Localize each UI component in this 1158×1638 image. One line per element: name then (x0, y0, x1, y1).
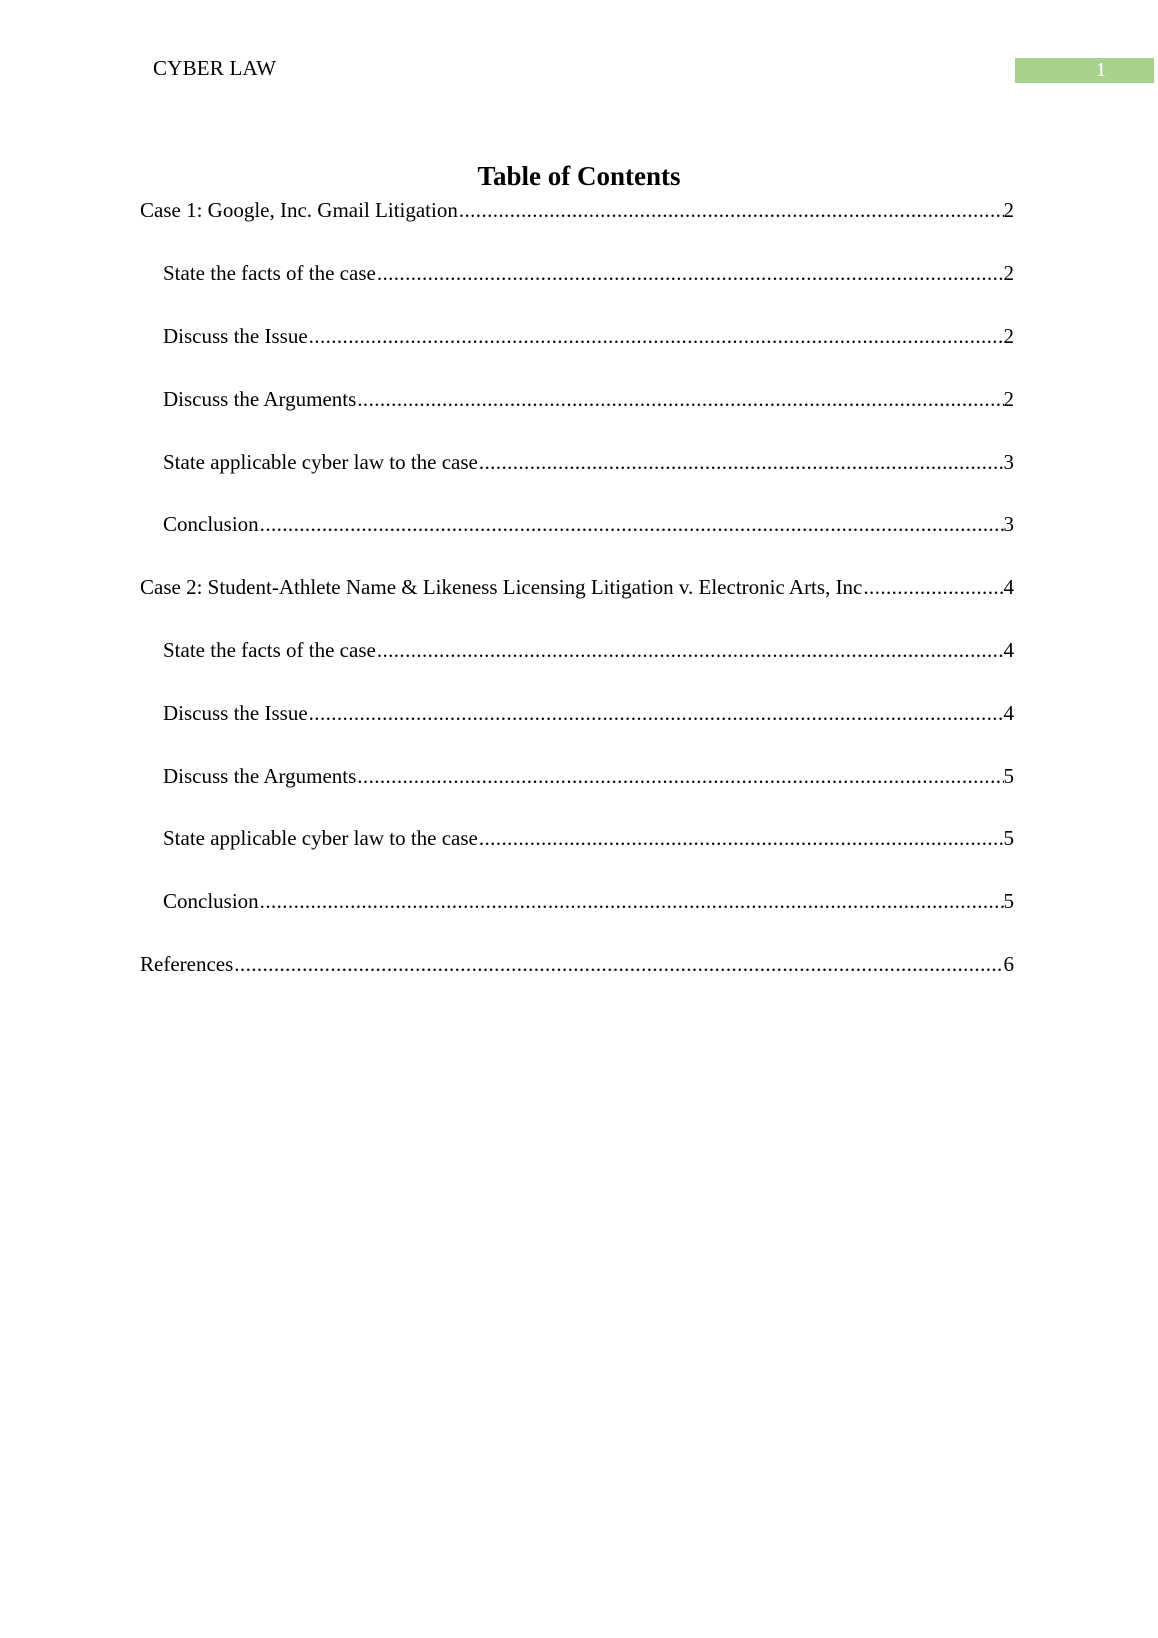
toc-leader-dots (260, 887, 1004, 915)
toc-entry-label: Case 1: Google, Inc. Gmail Litigation (140, 198, 458, 222)
toc-entry[interactable] (163, 887, 1014, 915)
toc-leader-dots (309, 699, 1004, 727)
running-head: CYBER LAW (153, 56, 277, 80)
toc-entry[interactable] (140, 950, 1014, 978)
toc-entry-label: State applicable cyber law to the case (163, 826, 478, 850)
toc-entry[interactable] (163, 322, 1014, 350)
toc-entry-page: 4 (1003, 638, 1014, 662)
toc-entry-page: 4 (1003, 701, 1014, 725)
toc-leader-dots (377, 259, 1004, 287)
toc-entry-label: Discuss the Issue (163, 701, 308, 725)
toc-entry-label: Discuss the Arguments (163, 764, 357, 788)
toc-leader-dots (357, 385, 1003, 413)
toc-entry-page: 2 (1003, 324, 1014, 348)
toc-entry-label: Discuss the Arguments (163, 387, 357, 411)
toc-entry-label: Case 2: Student-Athlete Name & Likeness Licensing Litigation v. Electronic Arts, Inc (140, 575, 863, 599)
toc-entry-page: 5 (1003, 826, 1014, 850)
toc-entry-page: 2 (1003, 387, 1014, 411)
page-number: 1 (1096, 59, 1106, 81)
toc-leader-dots (479, 448, 1004, 476)
toc-entry-page: 2 (1003, 198, 1014, 222)
toc-entry[interactable] (163, 385, 1014, 413)
toc-leader-dots (459, 196, 1004, 224)
toc-leader-dots (309, 322, 1004, 350)
toc-entry-label: References (140, 952, 234, 976)
toc-entry-page: 4 (1003, 575, 1014, 599)
toc-entry[interactable] (163, 448, 1014, 476)
toc-entry[interactable] (163, 259, 1014, 287)
toc-entry-label: State the facts of the case (163, 261, 376, 285)
toc-entry[interactable] (163, 824, 1014, 852)
toc-entry-label: Conclusion (163, 512, 259, 536)
toc-entry-page: 5 (1003, 764, 1014, 788)
toc-leader-dots (479, 824, 1004, 852)
toc-entry-page: 3 (1003, 512, 1014, 536)
toc-entry-page: 2 (1003, 261, 1014, 285)
toc-entry-label: Discuss the Issue (163, 324, 308, 348)
toc-entry-page: 5 (1003, 889, 1014, 913)
toc-entry-label: State the facts of the case (163, 638, 376, 662)
toc-entry[interactable] (163, 636, 1014, 664)
toc-entry-label: State applicable cyber law to the case (163, 450, 478, 474)
toc-entry-page: 3 (1003, 450, 1014, 474)
toc-entry-page: 6 (1003, 952, 1014, 976)
toc-entry[interactable] (140, 196, 1014, 224)
toc-title: Table of Contents (477, 161, 681, 191)
toc-leader-dots (234, 950, 1003, 978)
toc-entry[interactable] (163, 762, 1014, 790)
toc-leader-dots (260, 510, 1004, 538)
toc-leader-dots (377, 636, 1004, 664)
toc-entry[interactable] (140, 573, 1014, 601)
toc-leader-dots (357, 762, 1003, 790)
toc-entry[interactable] (163, 699, 1014, 727)
toc-leader-dots (863, 573, 1003, 601)
toc-entry[interactable] (163, 510, 1014, 538)
toc-entry-label: Conclusion (163, 889, 259, 913)
